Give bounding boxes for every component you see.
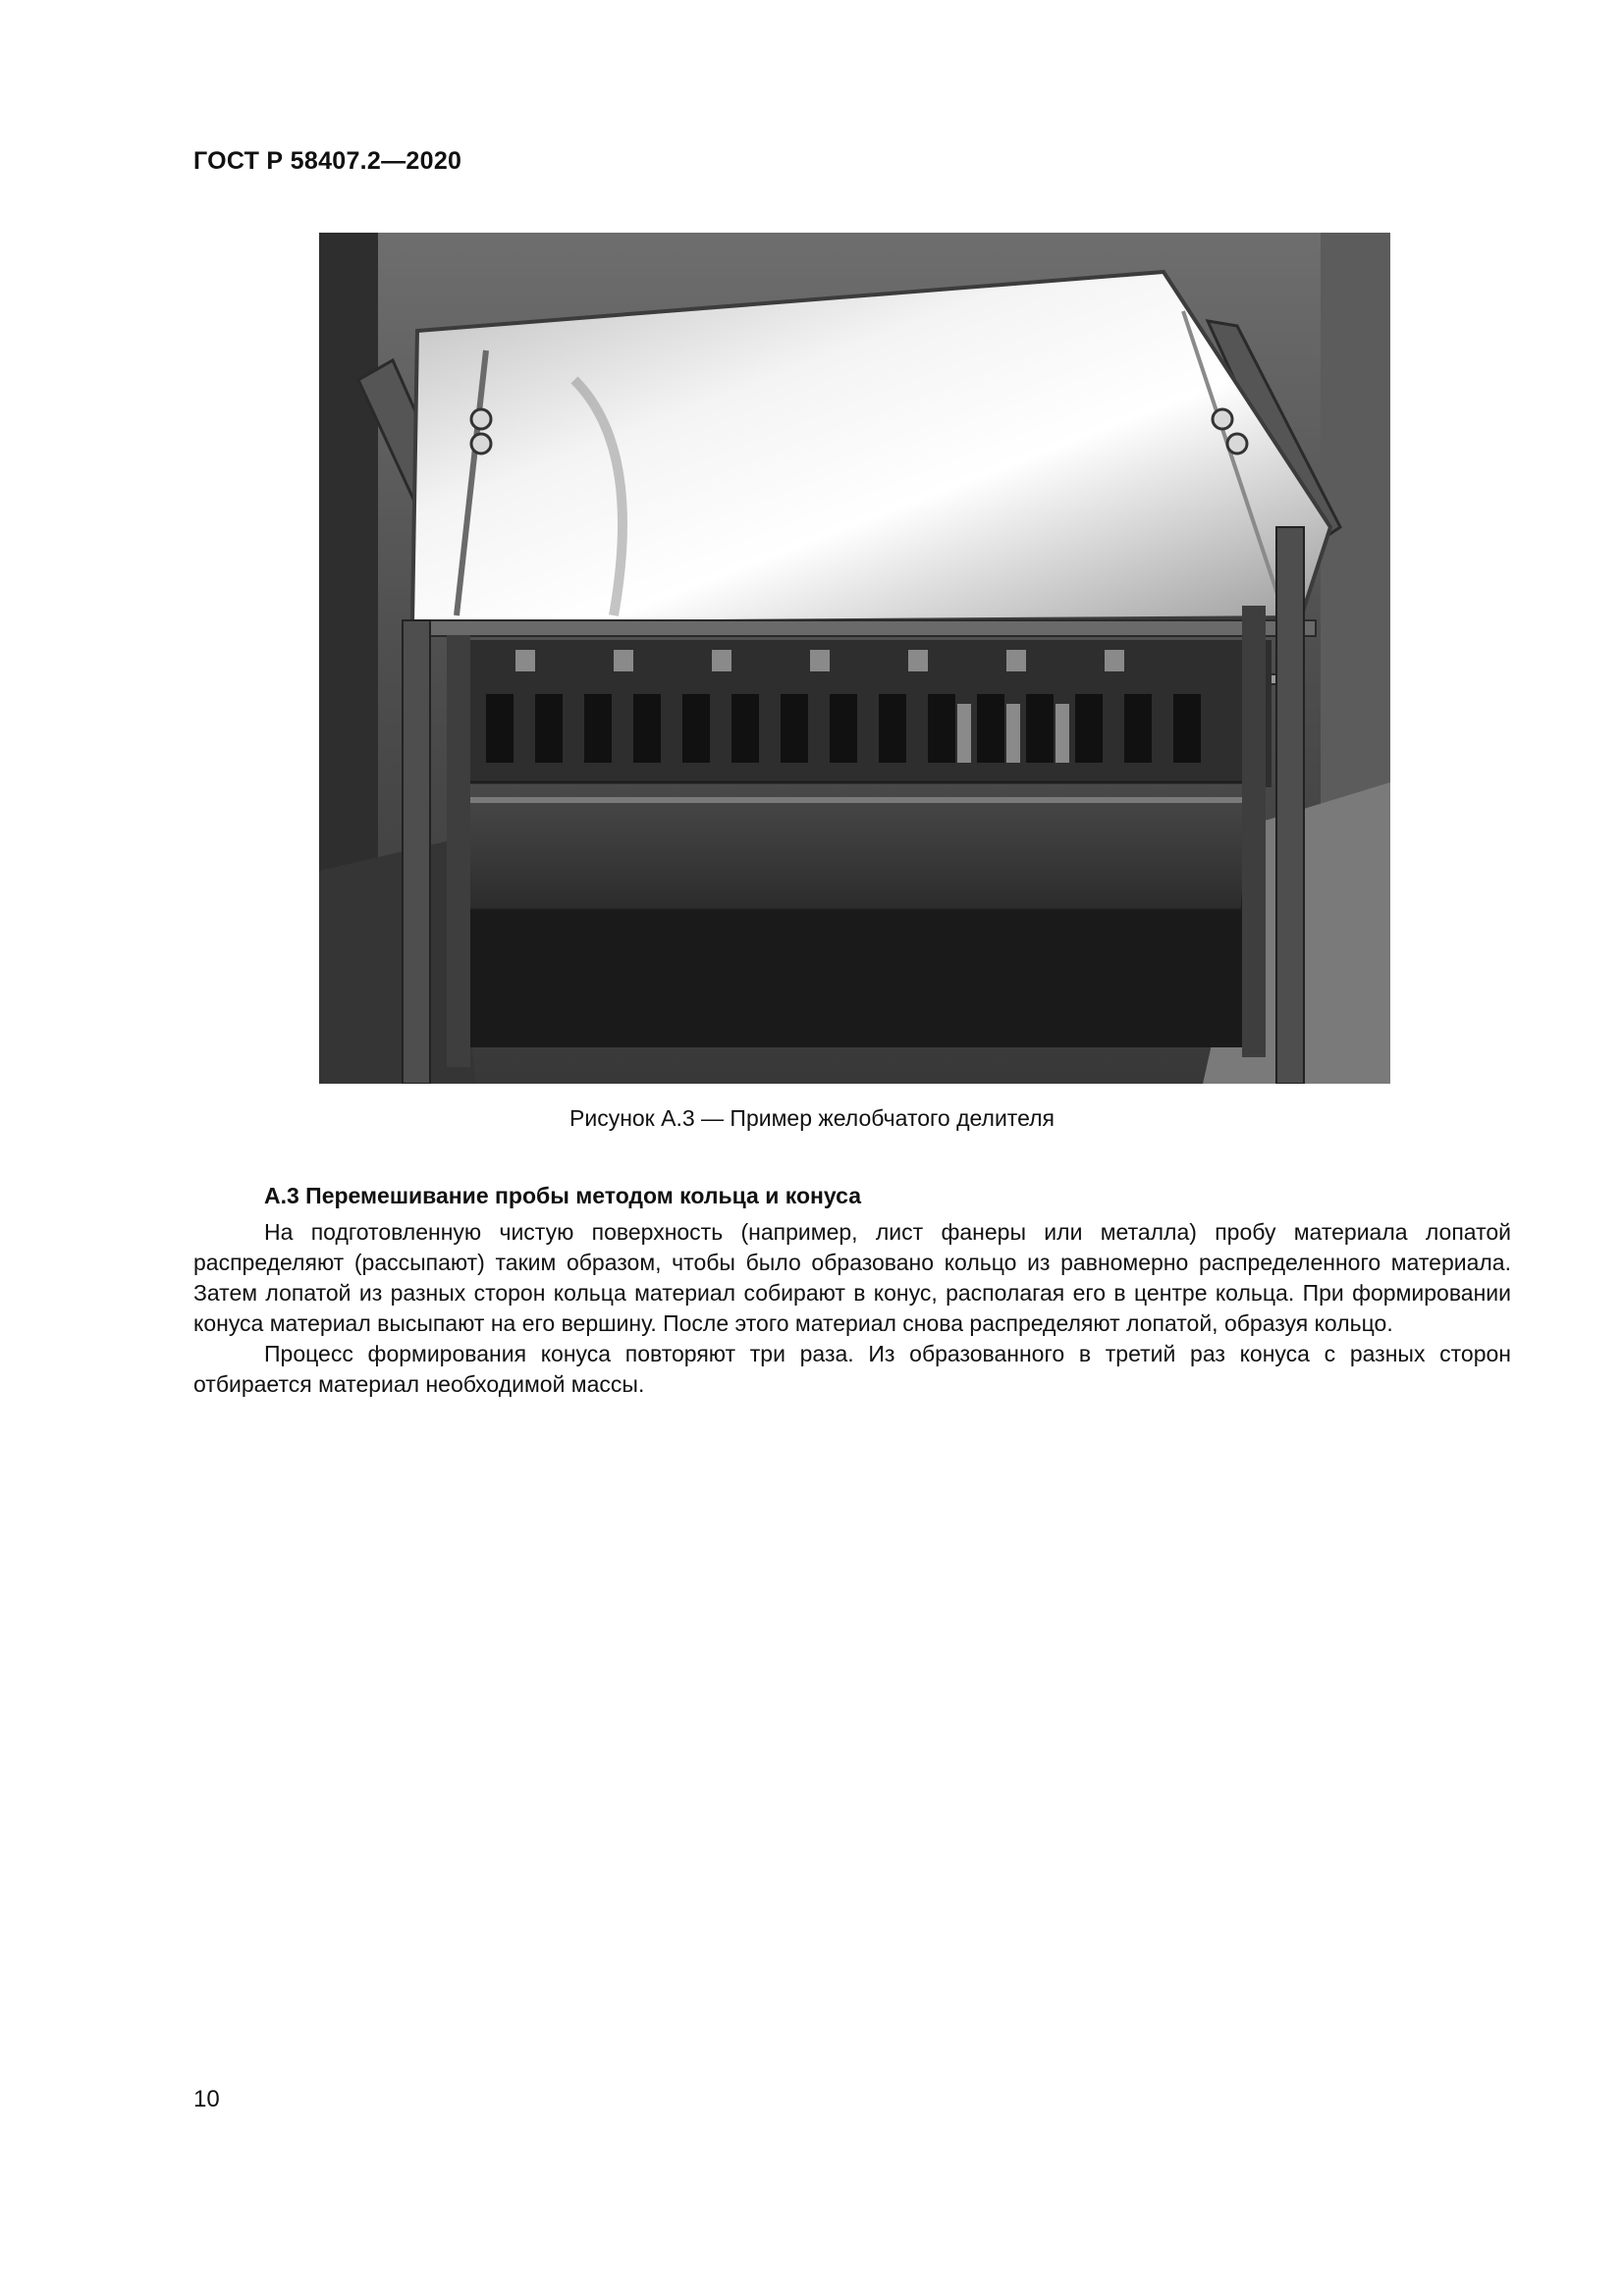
- riffle-splitter-photo: [319, 233, 1390, 1084]
- page-number: 10: [193, 2086, 220, 2112]
- document-code-header: ГОСТ Р 58407.2—2020: [193, 147, 462, 175]
- paragraph: На подготовленную чистую поверхность (например, лист фанеры или металла) пробу материала лопатой распределяют (рассыпают) таким образом, чтобы было образовано кольцо из равномерно распределенного материала. Затем лопатой из разных сторон кольца материал собирают в конус, располагая его в центре кольца. При формировании конуса материал высыпают на его вершину. После этого материал снова распределяют лопатой, образуя кольцо.: [193, 1219, 1511, 1336]
- section-body: [193, 1217, 1511, 1400]
- paragraph: Процесс формирования конуса повторяют три раза. Из образованного в третий раз конуса с разных сторон отбирается материал необходимой массы.: [193, 1341, 1511, 1397]
- section-heading: А.3 Перемешивание пробы методом кольца и конуса: [264, 1183, 861, 1208]
- figure-caption: Рисунок А.3 — Пример желобчатого делителя: [569, 1105, 1055, 1131]
